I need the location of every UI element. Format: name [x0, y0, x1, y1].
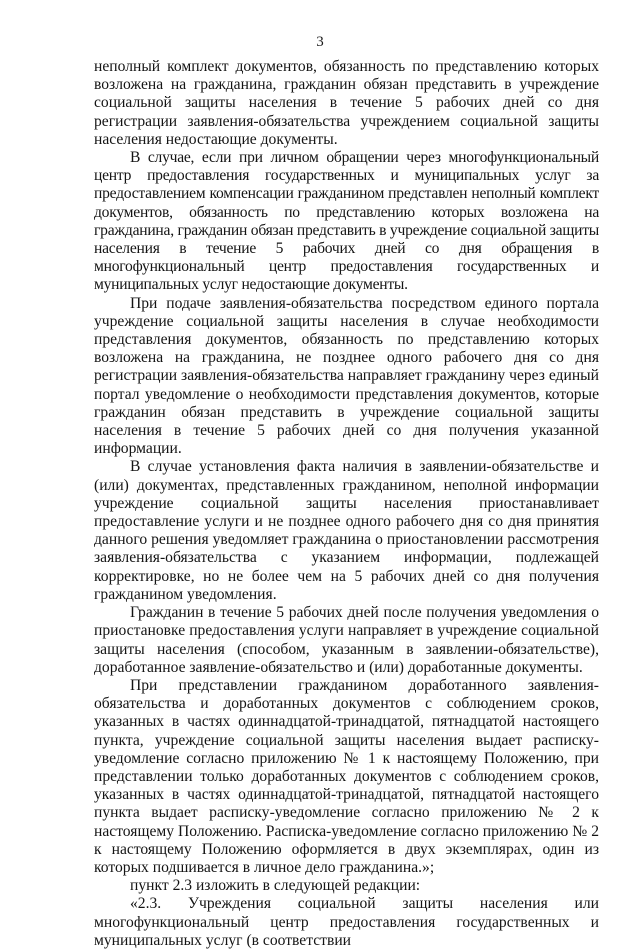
paragraph-clause-2-3: «2.3. Учреждения социальной защиты населения или многофункциональный центр предоставления государственных и муниципальных услуг (в соответствии	[94, 895, 599, 949]
paragraph-unified-portal: При подаче заявления-обязательства посредством единого портала учреждение социальной защиты населения в случае необходимости представления документов, обязанность по представлению которых возложена на гражданина, не позднее одного рабочего дня со дня регистрации заявления-обязательства направляет гражданину через единый портал уведомление о необходимости представления документов, которые гражданин обязан представить в учреждение социальной защиты населения в течение 5 рабочих дней со дня получения указанной информации.	[94, 294, 599, 458]
paragraph-mfc-incomplete-documents: В случае, если при личном обращении через многофункциональный центр предоставления государственных и муниципальных услуг за предоставлением компенсации гражданином представлен неполный комплект документов, обязанность по представлению которых возложена на гражданина, гражданин обязан представить в учреждение социальной защиты населения в течение 5 рабочих дней со дня обращения в многофункциональный центр предоставления государственных и муниципальных услуг недостающие документы.	[94, 149, 599, 294]
paragraph-receipt-notification: При представлении гражданином доработанного заявления-обязательства и доработанных документов с соблюдением сроков, указанных в частях одиннадцатой-тринадцатой, пятнадцатой настоящего пункта, учреждение социальной защиты населения выдает расписку-уведомление согласно приложению № 1 к настоящему Положению, при представлении только доработанных документов с соблюдением сроков, указанных в частях одиннадцатой-тринадцатой, пятнадцатой настоящего пункта выдает расписку-уведомление согласно приложению № 2 к настоящему Положению. Расписка-уведомление согласно приложению № 2 к настоящему Положению оформляется в двух экземплярах, один из которых подшивается в личное дело гражданина.»;	[94, 676, 599, 876]
paragraph-amendment-instruction: пункт 2.3 изложить в следующей редакции:	[130, 877, 421, 895]
paragraph-continuation: неполный комплект документов, обязанность по представлению которых возложена на гражданина, гражданин обязан представить в учреждение социальной защиты населения в течение 5 рабочих дней со дня регистрации заявления-обязательства учреждением социальной защиты населения недостающие документы.	[94, 58, 599, 148]
paragraph-suspension: В случае установления факта наличия в заявлении-обязательстве и (или) документах, представленных гражданином, неполной информации учреждение социальной защиты населения приостанавливает предоставление услуги и не позднее одного рабочего дня со дня принятия данного решения уведомляет гражданина о приостановлении рассмотрения заявления-обязательства с указанием информации, подлежащей корректировке, но не более чем на 5 рабочих дней со дня получения гражданином уведомления.	[94, 458, 599, 603]
paragraph-resubmission: Гражданин в течение 5 рабочих дней после получения уведомления о приостановке предоставления услуги направляет в учреждение социальной защиты населения (способом, указанным в заявлении-обязательстве), доработанное заявление-обязательство и (или) доработанные документы.	[94, 604, 599, 676]
document-body	[94, 58, 599, 950]
page-number: 3	[316, 34, 324, 50]
